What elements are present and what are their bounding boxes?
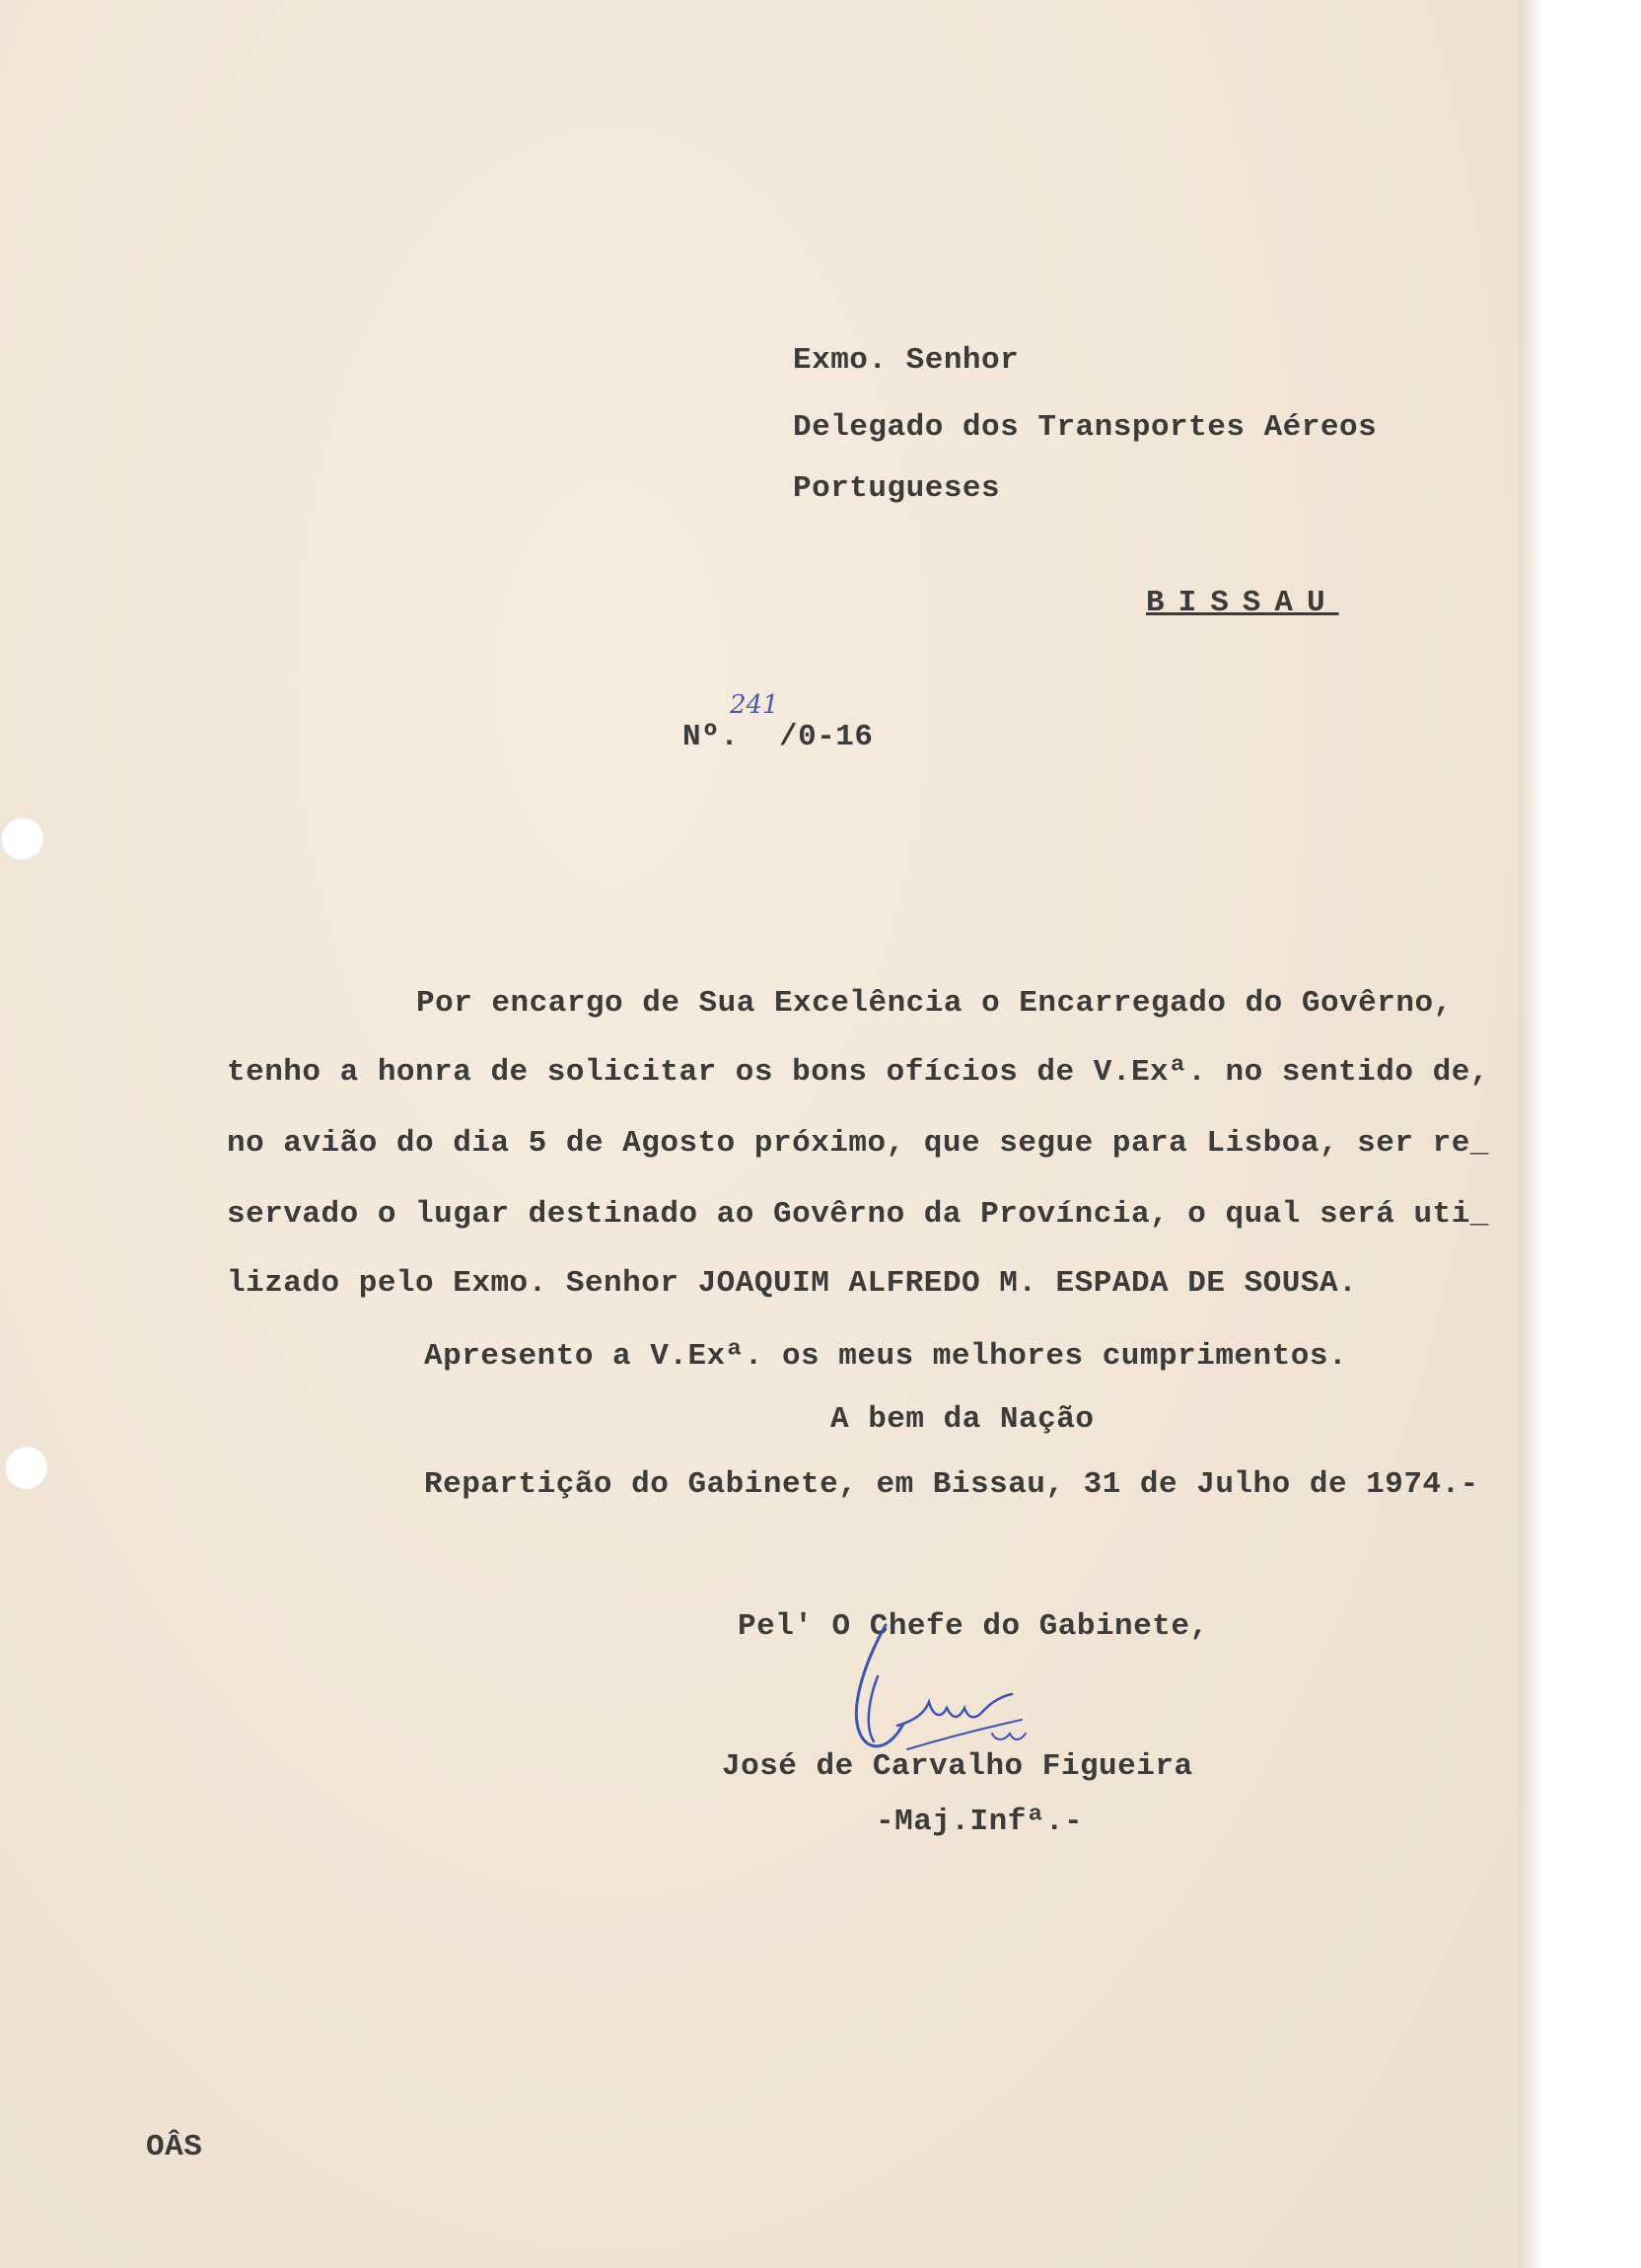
recipient-city: BISSAU bbox=[1146, 586, 1339, 620]
body-line-2: tenho a honra de solicitar os bons ofícios de V.Exª. no sentido de, bbox=[227, 1055, 1489, 1090]
body-line-5: lizado pelo Exmo. Senhor JOAQUIM ALFREDO M. ESPADA DE SOUSA. bbox=[227, 1266, 1358, 1301]
closing-line: Apresento a V.Exª. os meus melhores cumprimentos. bbox=[424, 1339, 1348, 1374]
typist-initials: OÂS bbox=[146, 2130, 203, 2164]
reference-handwritten-number: 241 bbox=[730, 690, 779, 720]
place-date: Repartição do Gabinete, em Bissau, 31 de Julho de 1974.- bbox=[424, 1467, 1479, 1502]
punch-hole-bottom bbox=[4, 1446, 47, 1489]
signatory-name: José de Carvalho Figueira bbox=[722, 1749, 1193, 1784]
reference-suffix: /0-16 bbox=[779, 720, 874, 754]
body-line-1: Por encargo de Sua Excelência o Encarregado do Govêrno, bbox=[416, 986, 1453, 1021]
body-line-3: no avião do dia 5 de Agosto próximo, que segue para Lisboa, ser re_ bbox=[227, 1126, 1489, 1161]
recipient-line1: Delegado dos Transportes Aéreos bbox=[793, 410, 1378, 445]
punch-hole-top bbox=[0, 816, 43, 860]
recipient-line2: Portugueses bbox=[793, 471, 1001, 506]
motto: A bem da Nação bbox=[830, 1402, 1095, 1437]
signature-title: Pel' O Chefe do Gabinete, bbox=[738, 1609, 1209, 1644]
recipient-salutation: Exmo. Senhor bbox=[793, 343, 1020, 378]
body-line-4: servado o lugar destinado ao Govêrno da Província, o qual será uti_ bbox=[227, 1197, 1489, 1232]
paper-edge bbox=[1519, 0, 1540, 2268]
reference-prefix: Nº. bbox=[682, 720, 740, 754]
signatory-rank: -Maj.Infª.- bbox=[876, 1805, 1084, 1839]
